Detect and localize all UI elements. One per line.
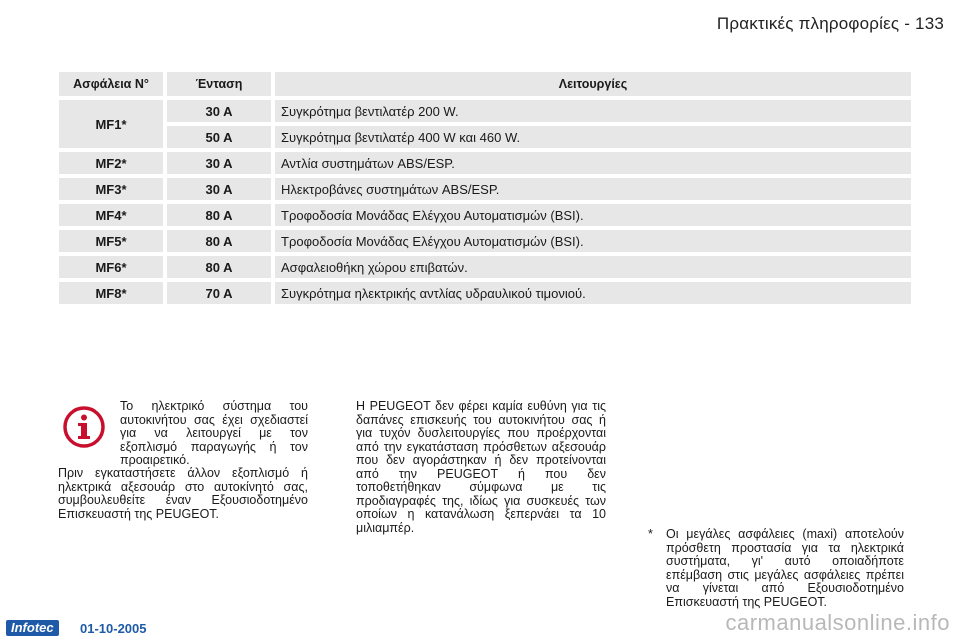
fuse-cell: MF2* <box>59 152 163 174</box>
function-cell: Αντλία συστημάτων ABS/ESP. <box>275 152 911 174</box>
col-header-function: Λειτουργίες <box>275 72 911 96</box>
table-row <box>59 256 911 278</box>
col-header-amperage: Ένταση <box>167 72 271 96</box>
info-icon <box>62 405 106 449</box>
function-cell: Συγκρότημα βεντιλατέρ 200 W. <box>275 100 911 122</box>
amperage-cell: 50 A <box>167 126 271 148</box>
function-cell: Συγκρότημα βεντιλατέρ 400 W και 460 W. <box>275 126 911 148</box>
fuse-cell: MF3* <box>59 178 163 200</box>
table-row <box>59 152 911 174</box>
table-row <box>59 100 911 122</box>
amperage-cell: 80 A <box>167 230 271 252</box>
amperage-cell: 80 A <box>167 204 271 226</box>
function-cell: Ηλεκτροβάνες συστημάτων ABS/ESP. <box>275 178 911 200</box>
info-paragraph-advice: Πριν εγκαταστήσετε άλλον εξοπλισμό ή ηλεκτρικά αξεσουάρ στο αυτοκίνητό σας, συμβουλευθείτε έναν Εξουσιοδοτημένο Επισκευαστή της PEUGEOT. <box>58 466 308 521</box>
function-cell: Ασφαλειοθήκη χώρου επιβατών. <box>275 256 911 278</box>
amperage-cell: 80 A <box>167 256 271 278</box>
table-row <box>59 282 911 304</box>
table-header-row <box>59 72 911 96</box>
footnote <box>648 528 904 609</box>
function-cell: Συγκρότημα ηλεκτρικής αντλίας υδραυλικού τιμονιού. <box>275 282 911 304</box>
fuse-cell: MF1* <box>59 100 163 148</box>
function-cell: Τροφοδοσία Μονάδας Ελέγχου Αυτοματισμών (BSI). <box>275 230 911 252</box>
fuse-cell: MF6* <box>59 256 163 278</box>
page-header: Πρακτικές πληροφορίες - 133 <box>716 14 944 33</box>
table-row <box>59 178 911 200</box>
fuse-table <box>55 68 915 308</box>
table-row <box>59 230 911 252</box>
table-row <box>59 126 911 148</box>
infotec-logo: Infotec <box>6 620 59 636</box>
function-cell: Τροφοδοσία Μονάδας Ελέγχου Αυτοματισμών (BSI). <box>275 204 911 226</box>
table-row <box>59 204 911 226</box>
amperage-cell: 30 A <box>167 152 271 174</box>
amperage-cell: 70 A <box>167 282 271 304</box>
fuse-cell: MF8* <box>59 282 163 304</box>
footnote-star: * <box>648 527 653 541</box>
amperage-cell: 30 A <box>167 178 271 200</box>
watermark: carmanualsonline.info <box>725 610 950 635</box>
edition-date: 01-10-2005 <box>80 621 147 636</box>
fuse-cell: MF4* <box>59 204 163 226</box>
liability-paragraph: Η PEUGEOT δεν φέρει καμία ευθύνη για τις δαπάνες επισκευής του αυτοκινήτου σας ή για τυχόν δυσλειτουργίες που προέρχονται από την εγκατάσταση πρόσθετων αξεσουάρ που δεν αγοράστηκαν ή δεν προτείνονται από την PEUGEOT ή που δεν τοποθετήθηκαν σύμφωνα με τις προδιαγραφές της, ιδίως για συσκευές των οποίων η κατανάλωση ξεπερνάει τα 10 μιλιαμπέρ. <box>356 399 606 535</box>
amperage-cell: 30 A <box>167 100 271 122</box>
col-header-fuse: Ασφάλεια N° <box>59 72 163 96</box>
info-paragraph-intro: Το ηλεκτρικό σύστημα του αυτοκινήτου σας έχει σχεδιαστεί για να λειτουργεί με τον εξοπλισμό παραγωγής ή τον προαιρετικό. <box>120 399 308 467</box>
footnote-text: Οι μεγάλες ασφάλειες (maxi) αποτελούν πρόσθετη προστασία για τα ηλεκτρικά συστήματα, γι' αυτό οποιαδήποτε επέμβαση στις μεγάλες ασφάλειες πρέπει να γίνεται από Εξουσιοδοτημένο Επισκευαστή της PEUGEOT. <box>666 527 904 609</box>
fuse-cell: MF5* <box>59 230 163 252</box>
